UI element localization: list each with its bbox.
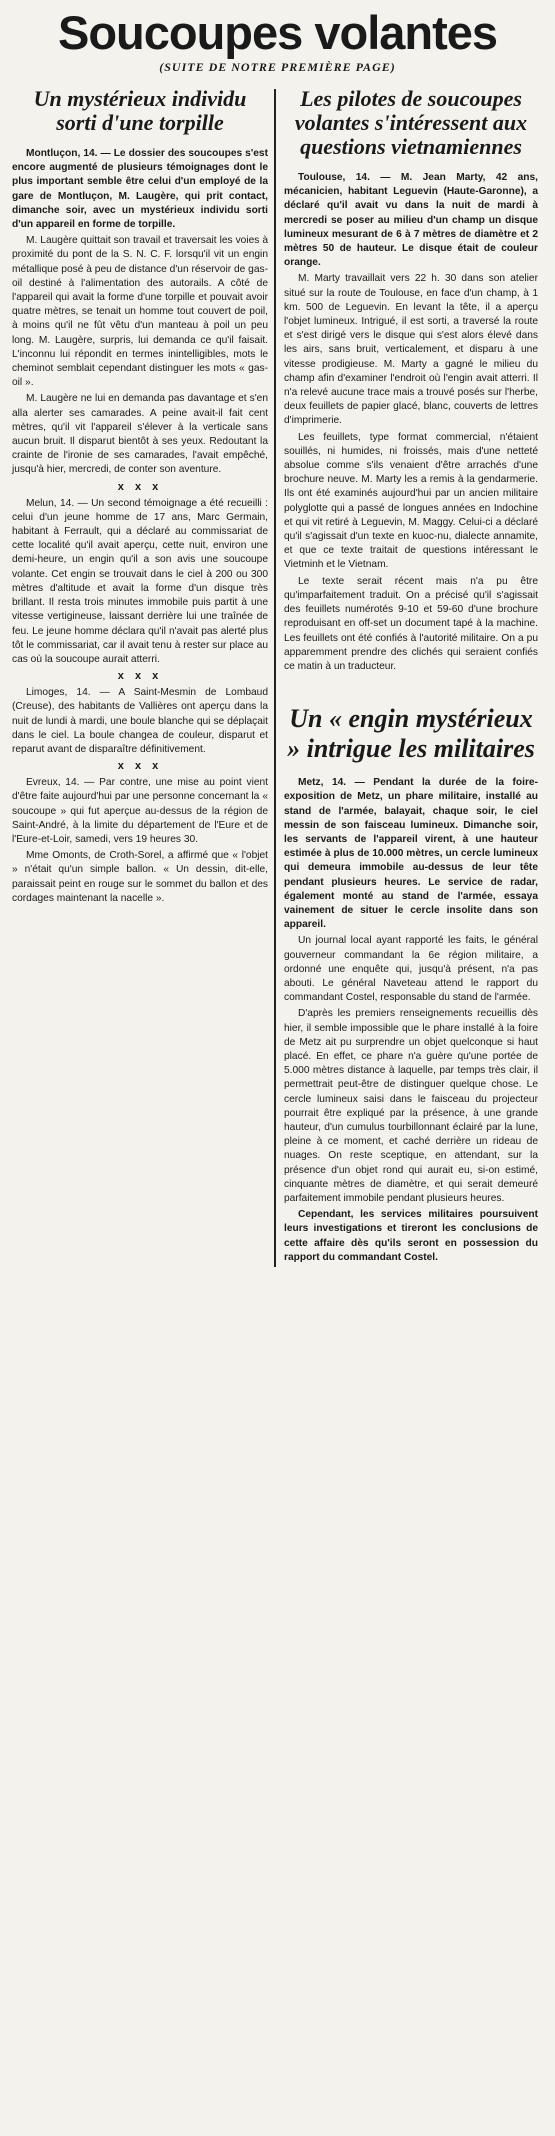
section-gap xyxy=(284,676,538,704)
paragraph: Cependant, les services militaires poursuivent leurs investigations et tireront les conclusions de cette affaire dès qu'ils seront en possession du rapport du commandant Costel. xyxy=(284,1209,538,1263)
article-columns xyxy=(12,87,543,1267)
paragraph: Le texte serait récent mais n'a pu être qu'imparfaitement traduit. On a précisé qu'il s'agissait des feuillets numérotés 9-10 et 59-60 d'une brochure reproduisant en off-set un document tapé à la machine. Les feuillets ont été confiés à l'autorité militaire. On a pu apparemment prendre des clichés qui seraient confiés ce matin à un traducteur. xyxy=(284,575,538,672)
paragraph: Melun, 14. — Un second témoignage a été recueilli : celui d'un jeune homme de 17 ans, Marc Germain, habitant à Ferrault, qui a déclaré au commissariat de cette localité qu'il avait aperçu, cette nuit, environ une demi-heure, un engin qu'il a son avis une soucoupe volante. Cet engin se trouvait dans le ciel à 200 ou 300 mètres d'altitude et avait la forme d'un disque très brillant. Il resta trois minutes immobile puis partit à une vitesse vertigineuse, laissant derrière lui une traînée de feu. Le jeune homme déclara qu'il n'avait pas alerté plus tôt le commissariat, car il avait tenu à rester sur place au cas où la soucoupe aurait atterri. xyxy=(12,497,268,665)
paragraph: Limoges, 14. — A Saint-Mesmin de Lombaud (Creuse), des habitants de Vallières ont aperçu dans la nuit de lundi à mardi, une boule blanche qui se déplaçait dans le ciel. La boule changea de couleur, disparut et reparut avant de disparaître définitivement. xyxy=(12,687,268,755)
paragraph: M. Laugère quittait son travail et traversait les voies à proximité du pont de la S. N. C. F. lorsqu'il vit un engin métallique posé à peu de distance d'un réservoir de gas-oil destiné à l'alimentation des autorails. A côté de l'appareil qui avait la forme d'une torpille et pouvait avoir quatre mètres, se tenait un homme tout couvert de poil, à moins qu'il ne fût vêtu d'un manteau à poil un peu long. M. Laugère, surpris, lui demanda ce qu'il faisait. L'inconnu lui répondit en termes inintelligibles, mots le cheminot semblait cependant distinguer les mots « gas-oil ». xyxy=(12,235,268,389)
paragraph: Mme Omonts, de Croth-Sorel, a affirmé que « l'objet » n'était qu'un simple ballon. « Un dessin, dit-elle, paraissait peint en rouge sur le sommet du ballon et des cordages maintenant la nacelle ». xyxy=(12,850,268,904)
paragraph: D'après les premiers renseignements recueillis dès hier, il semble impossible que le phare installé à la foire de Metz ait pu surprendre un objet quelconque si haut placé. En effet, ce phare n'a guère qu'une portée de 5.000 mètres distance à laquelle, par temps très clair, il permettrait peut-être de distinguer quelque chose. Le cercle lumineux saisi dans le faisceau du projecteur pourrait être expliqué par la présence, à une grande hauteur, d'un cumulus tourbillonnant éclairé par la lune, pleine à ce moment, et caché derrière un rideau de nuages. On reste sceptique, en attendant, sur la présence d'un objet rond qui aurait eu, si-on estimé, cinquante mètres de diamètre, et qui serait demeuré parfaitement immobile pendant plusieurs heures. xyxy=(284,1008,538,1204)
paragraph: Un journal local ayant rapporté les faits, le général gouverneur commandant la 6e région militaire, a ordonné une enquête qui, jusqu'à présent, n'a pas abouti. Le général Naveteau attend le rapport du commandant Costel, responsable du stand de l'armée. xyxy=(284,935,538,1004)
continuation-note: (SUITE DE NOTRE PREMIÈRE PAGE) xyxy=(159,60,396,74)
page-title: Soucoupes volantes xyxy=(57,6,498,59)
section-separator: x x x xyxy=(117,760,163,773)
article-montlucon xyxy=(12,147,268,906)
paragraph: Montluçon, 14. — Le dossier des soucoupes s'est encore augmenté de plusieurs témoignages dont le plus important semble être celui d'un employé de la gare de Montluçon, M. Laugère, qui prit contact, dimanche soir, avec un mystérieux individu sorti d'un appareil en forme de torpille. xyxy=(12,148,268,231)
paragraph: Evreux, 14. — Par contre, une mise au point vient d'être faite aujourd'hui par une personne concernant la « soucoupe » qui fut aperçue au-dessus de la région de Saint-André, à la limite du département de l'Eure et de l'Eure-et-Loir, samedi, vers 19 heures 30. xyxy=(12,777,268,845)
paragraph: Metz, 14. — Pendant la durée de la foire-exposition de Metz, un phare militaire, installé au stand de l'armée, balayait, chaque soir, le ciel messin de son faisceau lumineux. Dimanche soir, les servants de l'appareil virent, à une hauteur estimée à plus de 10.000 mètres, un cercle lumineux qui demeura immobile au-dessus de leur tête pendant plusieurs heures. Le service de radar, également monté au stand de l'armée, essaya vainement de situer le cercle insolite dans son appareil. xyxy=(284,777,538,931)
paragraph: Les feuillets, type format commercial, n'étaient souillés, ni humides, ni froissés, mais d'une netteté absolue comme s'ils venaient d'être arrachés d'une brochure neuve. M. Marty les a remis à la gendarmerie. Ils ont été examinés aujourd'hui par un ancien militaire polyglotte qui a passé de longues années en Indochine et qui vit retiré à Leguevin, M. Maggy. Celui-ci a déclaré qu'il s'agissait d'un texte en kuoc-nu, dialecte annamite, et que ce texte traitait de questions intéressant le Vietminh et le Vietnam. xyxy=(284,431,538,571)
headline-toulouse: Les pilotes de soucoupes volantes s'intéressent aux questions vietnamiennes xyxy=(294,86,528,159)
paragraph: Toulouse, 14. — M. Jean Marty, 42 ans, mécanicien, habitant Leguevin (Haute-Garonne), a déclaré qu'il avait vu dans la nuit de mardi à mercredi se poser au milieu d'un champ un disque lumineux mesurant de 6 à 7 mètres de diamètre et 2 mètres 50 de hauteur. Le disque était de couleur orange. xyxy=(284,172,538,269)
right-column xyxy=(276,87,538,1267)
paragraph: M. Laugère ne lui en demanda pas davantage et s'en alla alerter ses camarades. A peine avait-il fait cent mètres, qu'il vit l'appareil s'élever à la verticale sans aucun bruit. Il disparut bientôt à ses yeux. Redoutant la crainte de l'ironie de ses camarades, l'avait empêché, jusqu'à hier, mercredi, de conter son aventure. xyxy=(12,393,268,476)
section-separator: x x x xyxy=(117,670,163,683)
article-metz xyxy=(284,776,538,1265)
left-column xyxy=(12,87,274,1267)
article-toulouse xyxy=(284,171,538,674)
paragraph: M. Marty travaillait vers 22 h. 30 dans son atelier situé sur la route de Toulouse, en face d'un champ, à 1 km. 500 de Leguevin. En levant la tête, il a aperçu l'objet lumineux. Intrigué, il est sorti, a traversé la route et s'est dirigé vers le disque qui s'est alors élevé dans les airs, sans bruit, verticalement, et disparu à une vitesse prodigieuse. M. Marty a gagné le milieu du champ afin d'examiner l'endroit où l'engin avait atterri. Il n'a relevé aucune trace mais a trouvé posés sur l'herbe, deux feuillets de papier glacé, blanc, couverts de lettres d'imprimerie. xyxy=(284,273,538,427)
headline-montlucon: Un mystérieux individu sorti d'une torpille xyxy=(33,86,247,135)
headline-metz: Un « engin mystérieux » intrigue les militaires xyxy=(287,704,535,764)
section-separator: x x x xyxy=(117,480,163,493)
